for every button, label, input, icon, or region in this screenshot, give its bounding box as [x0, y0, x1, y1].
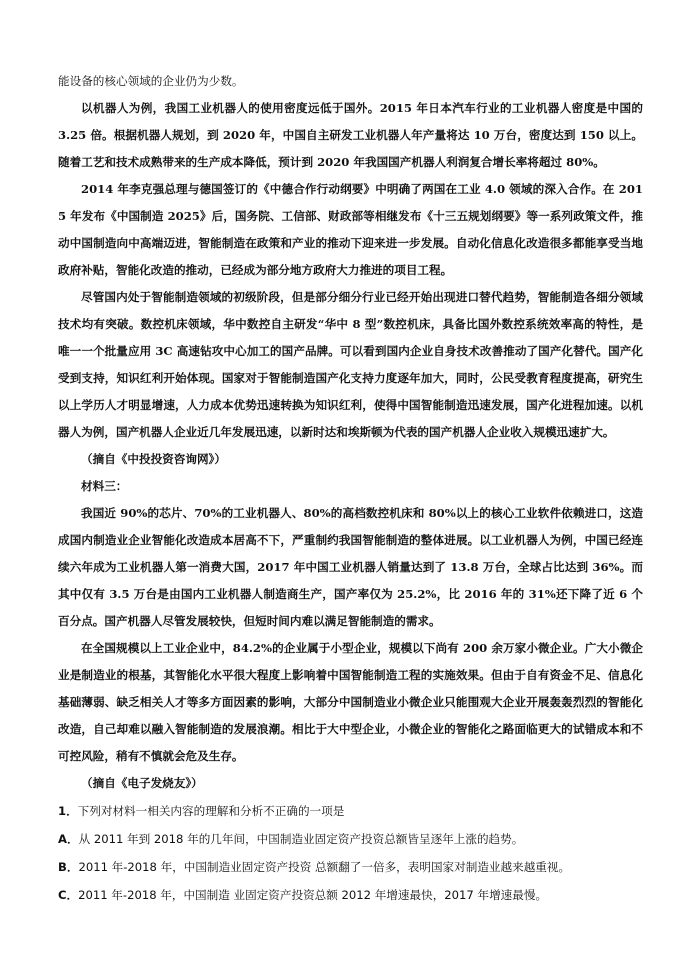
paragraph-policy: 2014 年李克强总理与德国签订的《中德合作行动纲要》中明确了两国在工业 4.0 领域的深入合作。在 2015 年发布《中国制造 2025》后，国务院、工信部、财政部等相继发布《十三五规划纲要》等一系列政策文件，推动中国制造向中高端迈进，智能制造在政策和产业的推动下迎来进一步发展。自动化信息化改造很多都能享受当地政府补贴，智能化改造的推动，已经成为部分地方政府大力推进的项目工程。 — [58, 182, 643, 277]
option-text: 2011 年-2018 年，中国制造 业固定资产投资总额 2012 年增速最快，2017 年增速最慢。 — [78, 888, 548, 902]
question-stem-text: 下列对材料一相关内容的理解和分析不正确的一项是 — [77, 804, 345, 818]
option-b — [58, 853, 643, 881]
paragraph-import-substitution: 尽管国内处于智能制造领域的初级阶段，但是部分细分行业已经开始出现进口替代趋势，智能制造各细分领域技术均有突破。数控机床领域，华中数控自主研发“华中 8 型”数控机床，具备比国外数控系统效率高的特性，是唯一一个批量应用 3C 高速钻攻中心加工的国产品牌。可以看到国内企业自身技术改善推动了国产化替代。国产化受到支持，知识红利开始体现。国家对于智能制造国产化支持力度逐年加大，同时，公民受教育程度提高，研究生以上学历人才明显增速，人力成本优势迅速转换为知识红利，使得中国智能制造迅速发展，国产化进程加速。以机器人为例，国产机器人企业近几年发展迅速，以新时达和埃斯顿为代表的国产机器人企业收入规模迅速扩大。 — [58, 290, 643, 439]
option-a — [58, 825, 643, 853]
question-number: 1． — [58, 804, 78, 818]
paragraph-small-enterprises: 在全国规模以上工业企业中，84.2%的企业属于小型企业，规模以下尚有 200 余万家小微企业。广大小微企业是制造业的根基，其智能化水平很大程度上影响着中国智能制造工程的实施效果。但由于自有资金不足、信息化基础薄弱、缺乏相关人才等多方面因素的影响，大部分中国制造业小微企业只能围观大企业开展轰轰烈烈的智能化改造，自己却难以融入智能制造的发展浪潮。相比于大中型企业，小微企业的智能化之路面临更大的试错成本和不可控风险，稍有不慎就会危及生存。 — [58, 641, 643, 763]
option-label: A． — [58, 832, 79, 846]
option-c — [58, 881, 643, 909]
option-label: C． — [58, 888, 79, 902]
paragraph-robot-density: 以机器人为例，我国工业机器人的使用密度远低于国外。2015 年日本汽车行业的工业机器人密度是中国的 3.25 倍。根据机器人规划，到 2020 年，中国自主研发工业机器人年产量将达 10 万台，密度达到 150 以上。随着工艺和技术成熟带来的生产成本降低，预计到 2020 年我国国产机器人利润复合增长率将超过 80%。 — [58, 101, 643, 169]
option-text: 2011 年-2018 年，中国制造业固定资产投资 总额翻了一倍多，表明国家对制造业越来越重视。 — [78, 860, 571, 874]
option-label: B． — [58, 860, 79, 874]
paragraph-continuation: 能设备的核心领域的企业仍为少数。 — [58, 74, 244, 88]
material-three-heading: 材料三： — [81, 479, 128, 493]
paragraph-import-dependence: 我国近 90%的芯片、70%的工业机器人、80%的高档数控机床和 80%以上的核心工业软件依赖进口，这造成国内制造业企业智能化改造成本居高不下，严重制约我国智能制造的整体进展。以工业机器人为例，中国已经连续六年成为工业机器人第一消费大国，2017 年中国工业机器人销量达到了 13.8 万台，全球占比达到 36%。而其中仅有 3.5 万台是由国内工业机器人制造商生产，国产率仅为 25.2%，比 2016 年的 31%还下降了近 6 个百分点。国产机器人尽管发展较快，但短时间内难以满足智能制造的需求。 — [58, 506, 643, 628]
source-citation-2: （摘自《电子发烧友》） — [81, 776, 203, 790]
document-page — [58, 68, 643, 909]
source-citation-1: （摘自《中投投资咨询网》） — [81, 452, 226, 466]
question-stem — [58, 797, 643, 825]
option-text: 从 2011 年到 2018 年的几年间，中国制造业固定资产投资总额皆呈逐年上涨的趋势。 — [78, 832, 524, 846]
question-1 — [58, 797, 643, 909]
